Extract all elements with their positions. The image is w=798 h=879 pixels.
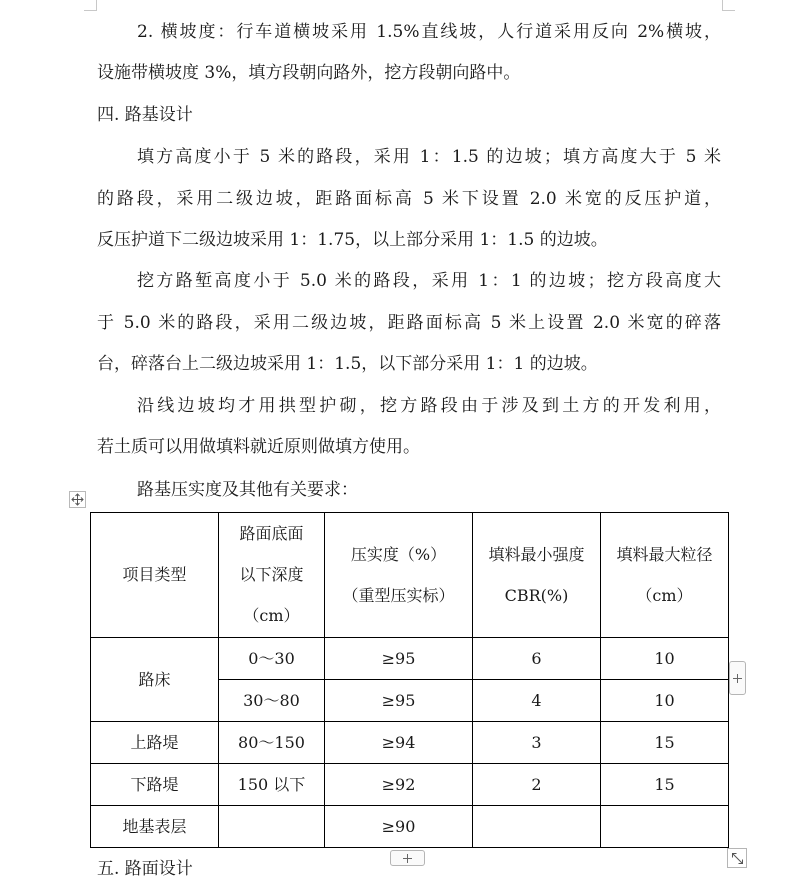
table-row [91, 638, 729, 680]
header-text: 以下深度 [239, 565, 304, 584]
paragraph-line: 台，碎落台上二级边坡采用 1：1.5，以下部分采用 1：1 的边坡。 [97, 354, 598, 374]
plus-icon [403, 854, 412, 863]
table-cell-depth: 80～150 [219, 722, 325, 764]
header-cell-type: 项目类型 [91, 513, 219, 638]
paragraph-line: 填方高度小于 5 米的路段，采用 1：1.5 的边坡；填方高度大于 5 米 [137, 147, 721, 167]
table-cell-particle: 10 [601, 638, 729, 680]
table-cell-compaction: ≥92 [325, 764, 473, 806]
header-cell-compaction [325, 513, 473, 638]
paragraph-line: 2. 横坡度：行车道横坡采用 1.5%直线坡，人行道采用反向 2%横坡， [137, 22, 721, 42]
table-header-row [91, 513, 729, 638]
table-cell-cbr: 6 [473, 638, 601, 680]
table-cell-type: 路床 [91, 638, 219, 722]
table-cell-particle: 10 [601, 680, 729, 722]
paragraph-line: 设施带横坡度 3%，填方段朝向路外，挖方段朝向路中。 [97, 63, 521, 83]
page-corner-marker-right [722, 0, 735, 11]
paragraph-line: 挖方路堑高度小于 5.0 米的路段，采用 1：1 的边坡；挖方段高度大 [137, 271, 721, 291]
page-corner-marker-left [84, 0, 97, 11]
plus-icon [733, 674, 742, 683]
header-text: （cm） [636, 585, 693, 605]
header-text: 路面底面 [239, 524, 304, 543]
table-cell-depth: 0～30 [219, 638, 325, 680]
paragraph-line: 若土质可以用做填料就近原则做填方使用。 [97, 437, 420, 457]
table-cell-type: 下路堤 [91, 764, 219, 806]
header-text: （cm） [243, 606, 300, 625]
table-cell-compaction: ≥95 [325, 638, 473, 680]
table-cell-compaction: ≥94 [325, 722, 473, 764]
header-text: 填料最大粒径 [616, 544, 713, 564]
diagonal-resize-icon [731, 852, 744, 865]
header-text: （重型压实标） [342, 585, 455, 605]
table-cell-particle: 15 [601, 722, 729, 764]
paragraph-line: 的路段，采用二级边坡，距路面标高 5 米下设置 2.0 米宽的反压护道， [97, 189, 721, 209]
paragraph-line: 沿线边坡均才用拱型护砌，挖方路段由于涉及到土方的开发利用， [137, 396, 721, 416]
table-cell-depth [219, 806, 325, 848]
header-text: CBR(%) [504, 585, 569, 605]
table-cell-cbr: 2 [473, 764, 601, 806]
table-cell-depth: 150 以下 [219, 764, 325, 806]
table-resize-handle[interactable] [727, 848, 747, 868]
subgrade-requirements-table [90, 512, 729, 848]
paragraph-line: 于 5.0 米的路段，采用二级边坡，距路面标高 5 米上设置 2.0 米宽的碎落 [97, 313, 721, 333]
add-column-button[interactable] [390, 850, 425, 866]
table-row [91, 764, 729, 806]
header-text: 填料最小强度 [488, 544, 585, 564]
table-cell-type: 地基表层 [91, 806, 219, 848]
table-cell-type: 上路堤 [91, 722, 219, 764]
table-cell-cbr [473, 806, 601, 848]
paragraph-line: 反压护道下二级边坡采用 1：1.75，以上部分采用 1：1.5 的边坡。 [97, 230, 608, 250]
header-text: 压实度（%） [350, 544, 447, 564]
move-arrows-icon [71, 493, 84, 506]
add-row-button[interactable] [729, 661, 746, 695]
table-cell-depth: 30～80 [219, 680, 325, 722]
section-heading: 五. 路面设计 [97, 859, 193, 879]
table-cell-compaction: ≥95 [325, 680, 473, 722]
table-cell-particle: 15 [601, 764, 729, 806]
table-intro-text: 路基压实度及其他有关要求： [137, 480, 358, 500]
section-heading: 四. 路基设计 [97, 105, 193, 125]
header-cell-particle [601, 513, 729, 638]
table-move-handle[interactable] [69, 491, 86, 508]
table-cell-compaction: ≥90 [325, 806, 473, 848]
table-cell-cbr: 3 [473, 722, 601, 764]
table-cell-particle [601, 806, 729, 848]
header-cell-cbr [473, 513, 601, 638]
table-cell-cbr: 4 [473, 680, 601, 722]
table-row [91, 722, 729, 764]
header-cell-depth [219, 513, 325, 638]
table-row [91, 806, 729, 848]
